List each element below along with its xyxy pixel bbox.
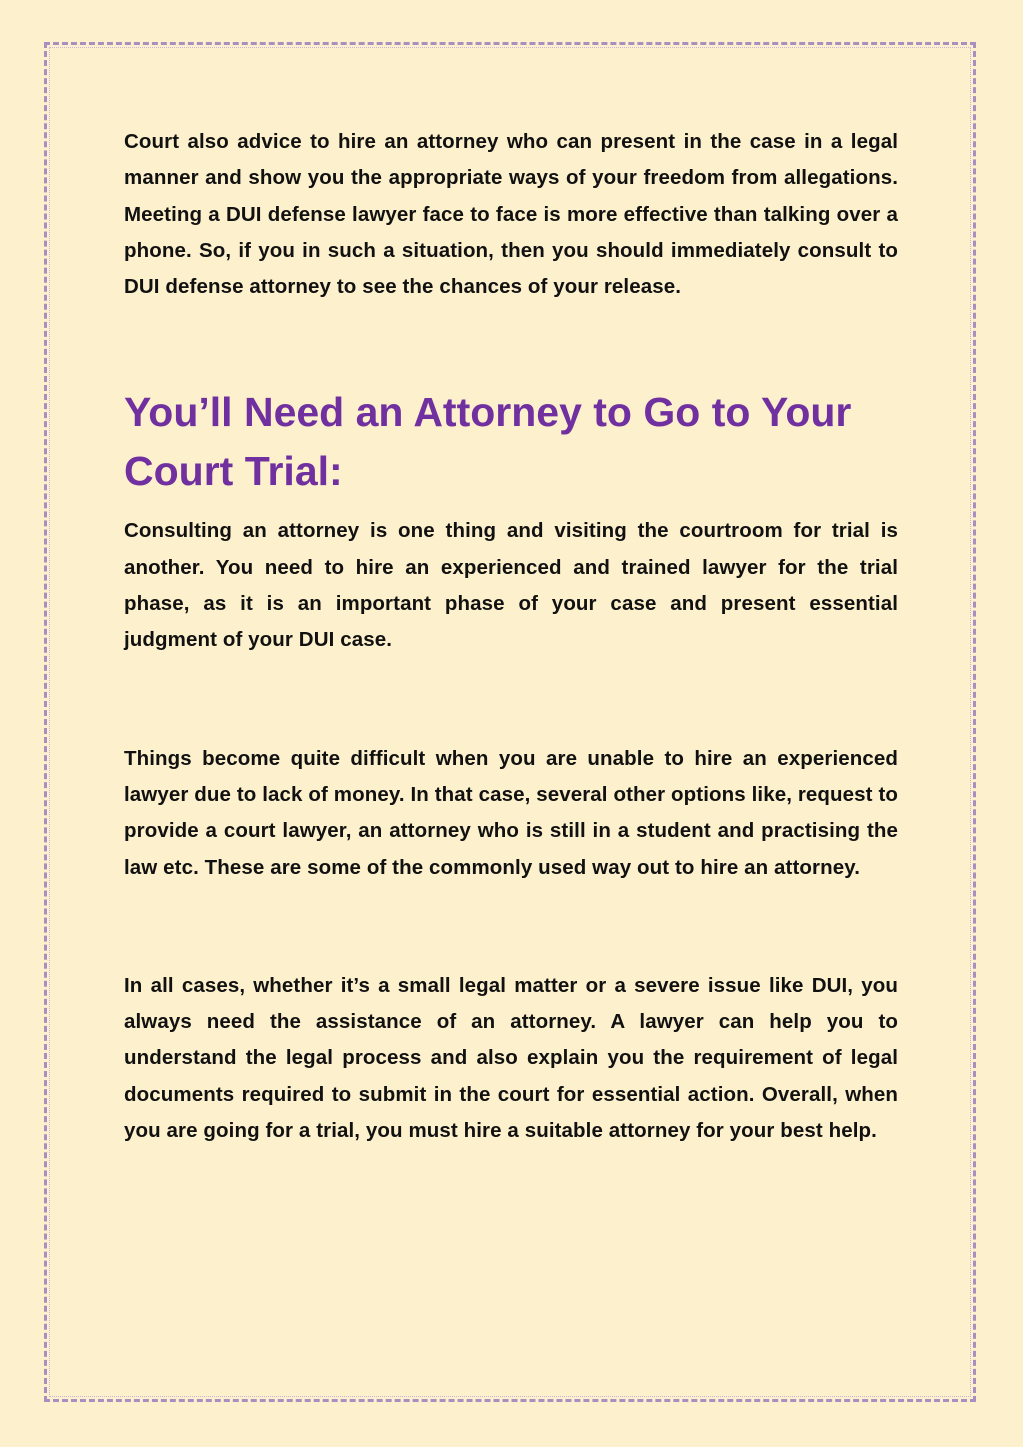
paragraph-attorney-advice: Court also advice to hire an attorney who can present in the case in a legal manner and show you the appropriate ways of your freedom from allegations. Meeting a DUI defense lawyer face to face is more effective than talking over a phone. So, if you in such a situation, then you should immediately consult to DUI defense attorney to see the chances of your release. [124, 130, 898, 299]
section-heading: You’ll Need an Attorney to Go to Your Court Trial: [124, 389, 852, 495]
paragraph-trial-consulting: Consulting an attorney is one thing and visiting the courtroom for trial is another. You need to hire an experienced and trained lawyer for the trial phase, as it is an important phase of your case and present essential judgment of your DUI case. [124, 519, 898, 652]
paragraph-all-cases: In all cases, whether it’s a small legal matter or a severe issue like DUI, you always need the assistance of an attorney. A lawyer can help you to understand the legal process and also explain you the requirement of legal documents required to submit in the court for essential action. Overall, when you are going for a trial, you must hire a suitable attorney for your best help. [124, 973, 898, 1143]
document-body [124, 124, 898, 1149]
paragraph-lack-of-money: Things become quite difficult when you are unable to hire an experienced lawyer due to lack of money. In that case, several other options like, request to provide a court lawyer, an attorney who is still in a student and practising the law etc. These are some of the commonly used way out to hire an attorney. [124, 746, 898, 879]
